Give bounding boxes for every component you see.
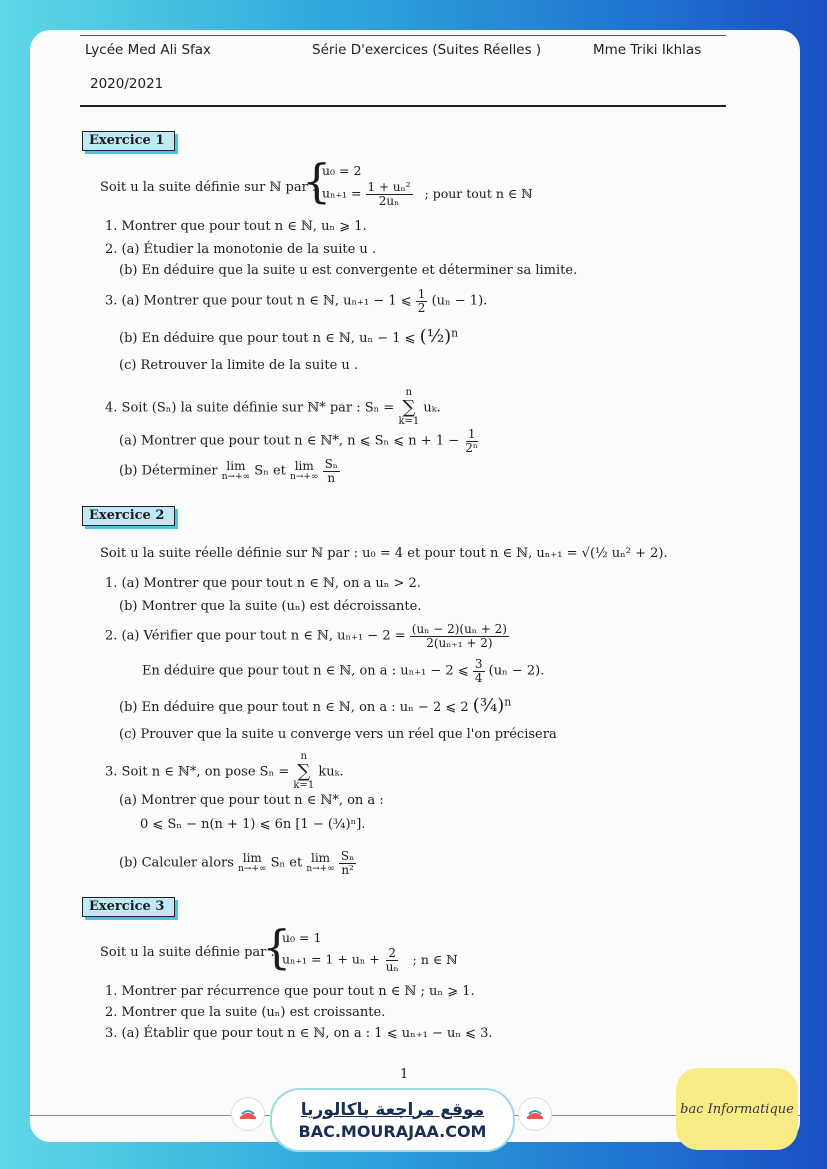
ex3-q3a: 3. (a) Établir que pour tout n ∈ ℕ, on a : 1 ⩽ uₙ₊₁ − uₙ ⩽ 3. [105,1026,493,1041]
ex2-q3a-inequality: 0 ⩽ Sₙ − n(n + 1) ⩽ 6n [1 − (¾)ⁿ]. [140,817,366,832]
ex2-q2c: (c) Prouver que la suite u converge vers un réel que l'on précisera [119,727,557,742]
top-rule [80,35,726,36]
ex2-q2a: 2. (a) Vérifier que pour tout n ∈ ℕ, uₙ₊₁ − 2 = $\frac{\text{(uₙ − 2)(uₙ + 2)}}{\text{2(uₙ₊₁ + 2)}}$ [105,622,507,650]
exercise-1-title: Exercice 1 [82,131,175,151]
ex1-q4b: (b) Déterminer lim n→+∞ Sₙ et lim n→+∞ $\frac{\text{Sₙ}}{n}$ [119,457,338,485]
ex3-brace: { [262,920,292,974]
ex2-q3a: (a) Montrer que pour tout n ∈ ℕ*, on a : [119,793,384,808]
school-year: 2020/2021 [90,76,164,92]
ex1-system-line1: u₀ = 2 [322,163,362,178]
document-title: Série D'exercices (Suites Réelles ) [312,42,542,58]
school-name: Lycée Med Ali Sfax [85,42,212,58]
ex2-q3: 3. Soit n ∈ ℕ*, on pose Sₙ = n ∑ k=1 kuₖ. [105,751,344,792]
ex1-q4a: (a) Montrer que pour tout n ∈ ℕ*, n ⩽ Sₙ ⩽ n + 1 − $\frac{1}{\text{2ⁿ}}$ [119,427,479,455]
document-page [30,30,800,1142]
exercise-2-title: Exercice 2 [82,506,175,526]
ex2-q3b: (b) Calculer alors lim n→+∞ Sₙ et lim n→+∞ $\frac{\text{Sₙ}}{\text{n²}}$ [119,849,355,877]
banner-arabic-title: موقع مراجعة باكالوريا [300,1099,485,1120]
ex1-q2b: (b) En déduire que la suite u est convergente et déterminer sa limite. [119,263,578,278]
ex1-q3b: (b) En déduire que pour tout n ∈ ℕ, uₙ − 1 ⩽ (½)$^n$ [119,326,459,347]
ex3-q2: 2. Montrer que la suite (uₙ) est croissante. [105,1005,386,1020]
ex2-q2b: (b) En déduire que pour tout n ∈ ℕ, on a : uₙ − 2 ⩽ 2 (¾)$^n$ [119,695,512,716]
ex2-q2a-part2: En déduire que pour tout n ∈ ℕ, on a : uₙ₊₁ − 2 ⩽ $\frac{3}{4}$ (uₙ − 2). [142,657,545,685]
ex3-system-line2: uₙ₊₁ = 1 + uₙ + $\frac{2}{\text{uₙ}}$ ; n ∈ ℕ [282,946,458,974]
ex1-q2a: 2. (a) Étudier la monotonie de la suite u . [105,242,377,257]
ex3-q1: 1. Montrer par récurrence que pour tout n ∈ ℕ ; uₙ ⩾ 1. [105,984,475,999]
ex1-q3c: (c) Retrouver la limite de la suite u . [119,358,359,373]
ex1-q3a: 3. (a) Montrer que pour tout n ∈ ℕ, uₙ₊₁ − 1 ⩽ $\frac{1}{2}$ (uₙ − 1). [105,287,488,315]
site-banner[interactable] [270,1088,515,1152]
ex1-system-line2: uₙ₊₁ = $\frac{\text{1 + uₙ²}}{\text{2uₙ}}$ ; pour tout n ∈ ℕ [322,180,533,208]
exercise-3-title: Exercice 3 [82,897,175,917]
ex3-intro: Soit u la suite définie par : [100,945,275,960]
site-logo-left [232,1098,264,1130]
ex2-q1b: (b) Montrer que la suite (uₙ) est décroissante. [119,599,422,614]
ex2-q1a: 1. (a) Montrer que pour tout n ∈ ℕ, on a uₙ > 2. [105,576,421,591]
ex3-system-line1: u₀ = 1 [282,930,322,945]
ex1-q4: 4. Soit (Sₙ) la suite définie sur ℕ* par : Sₙ = n ∑ k=1 uₖ. [105,387,441,428]
bac-informatique-badge: bac Informatique [676,1068,798,1150]
teacher-name: Mme Triki Ikhlas [593,42,702,58]
site-logo-right [519,1098,551,1130]
ex1-brace: { [302,154,332,208]
page-number: 1 [400,1067,409,1082]
header-rule [80,105,726,107]
ex1-intro: Soit u la suite définie sur ℕ par : [100,180,317,195]
ex2-intro: Soit u la suite réelle définie sur ℕ par : u₀ = 4 et pour tout n ∈ ℕ, uₙ₊₁ = √(½ uₙ² + 2). [100,546,668,561]
banner-site-url[interactable]: BAC.MOURAJAA.COM [298,1121,487,1141]
ex1-q1: 1. Montrer que pour tout n ∈ ℕ, uₙ ⩾ 1. [105,219,367,234]
